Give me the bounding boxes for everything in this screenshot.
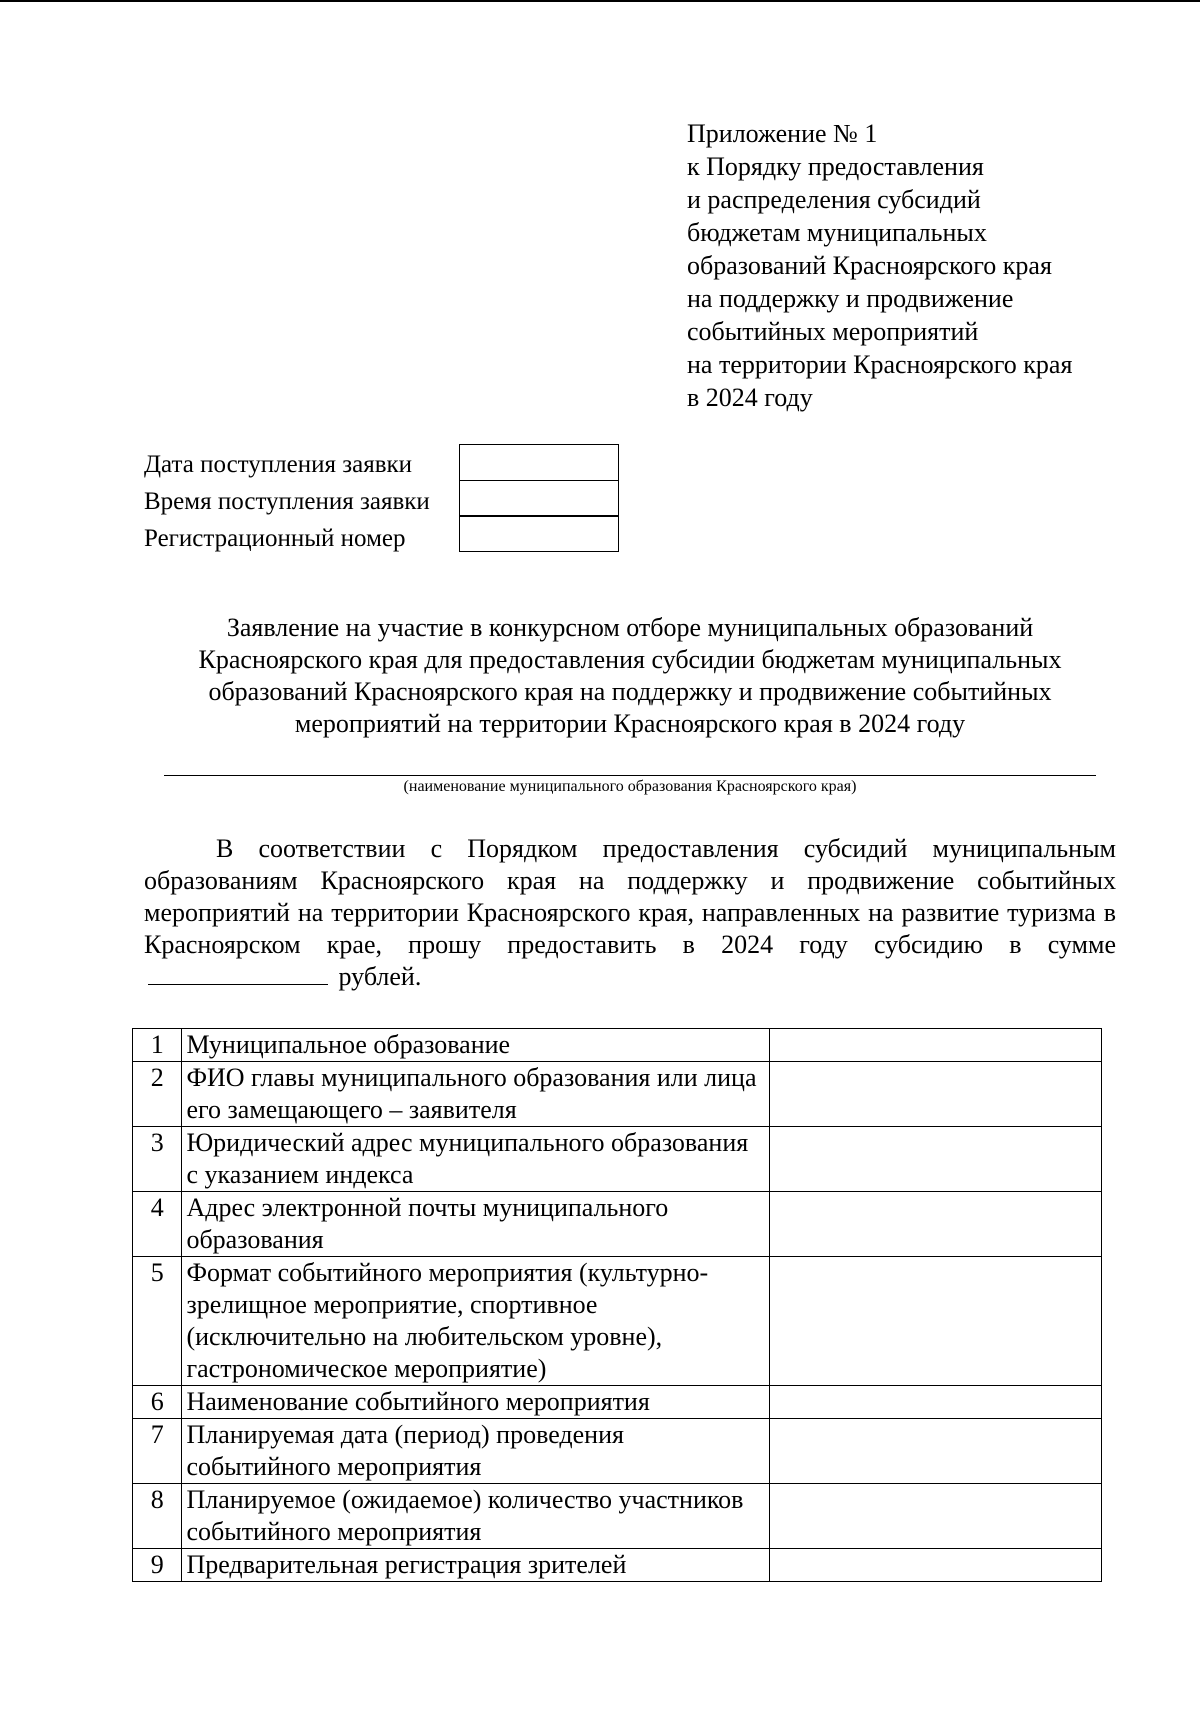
- table-row: [133, 1029, 1102, 1062]
- body-text-after: рублей.: [338, 962, 422, 991]
- row-number: 2: [133, 1062, 182, 1127]
- row-label: Юридический адрес муниципального образования с указанием индекса: [182, 1127, 769, 1192]
- row-value-field[interactable]: [769, 1419, 1101, 1484]
- municipality-name-caption: (наименование муниципального образования Красноярского края): [403, 778, 857, 795]
- receipt-time-field[interactable]: [459, 480, 619, 517]
- table-row: [133, 1062, 1102, 1127]
- row-number: 5: [133, 1257, 182, 1386]
- row-label: Планируемая дата (период) проведения событийного мероприятия: [182, 1419, 769, 1484]
- row-value-field[interactable]: [769, 1062, 1101, 1127]
- row-value-field[interactable]: [769, 1549, 1101, 1582]
- municipality-name-line[interactable]: [164, 775, 1096, 776]
- row-number: 6: [133, 1386, 182, 1419]
- table-row: [133, 1192, 1102, 1257]
- row-value-field[interactable]: [769, 1484, 1101, 1549]
- row-number: 7: [133, 1419, 182, 1484]
- application-title: Заявление на участие в конкурсном отборе муниципальных образований Красноярского края для предоставления субсидии бюджетам муниципальных образований Красноярского края на поддержку и продвижение событийных мероприятий на территории Красноярского края в 2024 году: [198, 613, 1062, 738]
- page-top-border: [0, 0, 1200, 2]
- row-number: 3: [133, 1127, 182, 1192]
- row-label: Наименование событийного мероприятия: [182, 1386, 769, 1419]
- receipt-date-field[interactable]: [459, 444, 619, 481]
- row-number: 1: [133, 1029, 182, 1062]
- registration-number-field[interactable]: [459, 515, 619, 552]
- row-label: ФИО главы муниципального образования или лица его замещающего – заявителя: [182, 1062, 769, 1127]
- table-row: [133, 1127, 1102, 1192]
- annex-header: Приложение № 1 к Порядку предоставления и распределения субсидий бюджетам муниципальных образований Красноярского края на поддержку и продвижение событийных мероприятий на территории Красноярского края в 2024 году: [687, 119, 1073, 412]
- row-label: Муниципальное образование: [182, 1029, 769, 1062]
- form-table-body: [133, 1029, 1102, 1582]
- subsidy-amount-field[interactable]: [148, 962, 328, 985]
- registration-labels: Дата поступления заявки Время поступления заявки Регистрационный номер: [144, 451, 430, 552]
- row-value-field[interactable]: [769, 1192, 1101, 1257]
- row-value-field[interactable]: [769, 1386, 1101, 1419]
- body-text-before: В соответствии с Порядком предоставления субсидий муниципальным образованиям Красноярского края на поддержку и продвижение событийных мероприятий на территории Красноярского края, направленных на развитие туризма в Красноярском крае, прошу предоставить в 2024 году субсидию в сумме: [144, 834, 1116, 959]
- row-number: 9: [133, 1549, 182, 1582]
- row-value-field[interactable]: [769, 1029, 1101, 1062]
- row-value-field[interactable]: [769, 1127, 1101, 1192]
- row-number: 8: [133, 1484, 182, 1549]
- table-row: [133, 1549, 1102, 1582]
- table-row: [133, 1419, 1102, 1484]
- table-row: [133, 1386, 1102, 1419]
- table-row: [133, 1257, 1102, 1386]
- row-value-field[interactable]: [769, 1257, 1101, 1386]
- row-label: Формат событийного мероприятия (культурно-зрелищное мероприятие, спортивное (исключительно на любительском уровне), гастрономическое мероприятие): [182, 1257, 769, 1386]
- application-form-table: [132, 1028, 1102, 1582]
- row-number: 4: [133, 1192, 182, 1257]
- table-row: [133, 1484, 1102, 1549]
- application-body: [144, 833, 1116, 993]
- row-label: Адрес электронной почты муниципального образования: [182, 1192, 769, 1257]
- registration-boxes: [459, 444, 619, 552]
- row-label: Планируемое (ожидаемое) количество участников событийного мероприятия: [182, 1484, 769, 1549]
- row-label: Предварительная регистрация зрителей: [182, 1549, 769, 1582]
